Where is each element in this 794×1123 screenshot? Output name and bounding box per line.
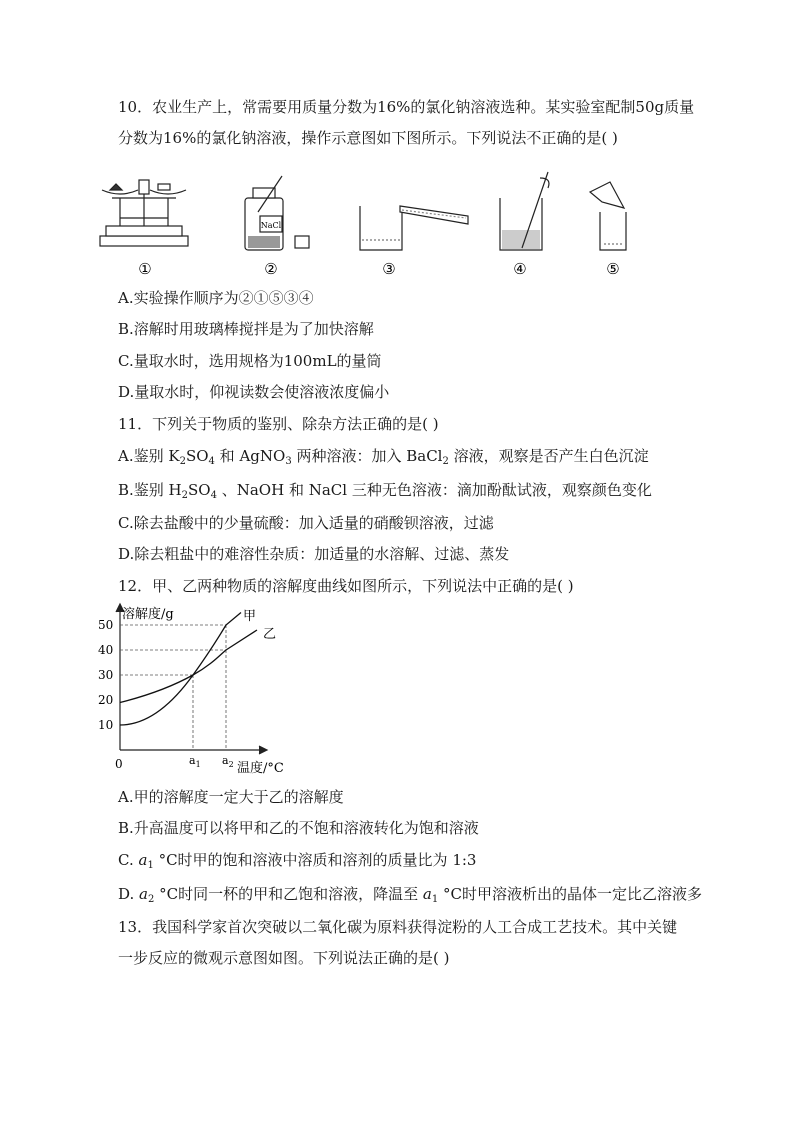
series-label-yi: 乙 [263, 627, 277, 642]
bottle-label: NaCl [260, 221, 282, 230]
y-tick-label: 40 [98, 643, 114, 657]
weighing-paper-icon [590, 182, 626, 250]
q10-procedure-figure [90, 168, 650, 283]
x-tick-label-a2: $a_2$ [222, 754, 234, 769]
q10-stem-line1: 10．农业生产上，常需要用质量分数为16%的氯化钠溶液选种。某实验室配制50g质量 [118, 98, 695, 116]
q10-option-a: A.实验操作顺序为②①⑤③④ [118, 289, 314, 307]
q11-option-b: B.鉴别 $H_2SO_4$ 、NaOH 和 NaCl 三种无色溶液：滴加酚酞试液，观察颜色变化 [118, 481, 652, 501]
q13-stem-line1: 13．我国科学家首次突破以二氧化碳为原料获得淀粉的人工合成工艺技术。其中关键 [118, 918, 678, 936]
q12-option-a: A.甲的溶解度一定大于乙的溶解度 [118, 788, 344, 806]
solubility-chart [95, 600, 305, 780]
x-axis-label: 温度/°C [237, 761, 284, 776]
y-tick-label: 20 [98, 693, 114, 707]
q12-option-b: B.升高温度可以将甲和乙的不饱和溶液转化为饱和溶液 [118, 819, 479, 837]
origin-label: 0 [115, 757, 123, 771]
q11-option-c: C.除去盐酸中的少量硫酸：加入适量的硝酸钡溶液，过滤 [118, 514, 494, 532]
curve-jia [120, 613, 241, 726]
q11-stem: 11．下列关于物质的鉴别、除杂方法正确的是( ) [118, 415, 439, 433]
q13-stem-line2: 一步反应的微观示意图如图。下列说法正确的是( ) [118, 949, 450, 967]
y-tick-label: 50 [98, 618, 114, 632]
curve-yi [120, 630, 257, 703]
q12-option-c: C. $a_1$ °C时甲的饱和溶液中溶质和溶剂的质量比为 1:3 [118, 851, 477, 871]
pouring-beaker-icon [360, 206, 468, 250]
q11-option-d: D.除去粗盐中的难溶性杂质：加适量的水溶解、过滤、蒸发 [118, 545, 510, 563]
series-label-jia: 甲 [243, 609, 257, 624]
y-tick-label: 30 [98, 668, 114, 682]
q10-option-b: B.溶解时用玻璃棒搅拌是为了加快溶解 [118, 320, 374, 338]
y-tick-label: 10 [98, 718, 114, 732]
step-label-5: ⑤ [606, 260, 620, 278]
y-axis-label: 溶解度/g [122, 607, 174, 622]
step-label-4: ④ [513, 260, 527, 278]
reagent-bottle-icon [245, 176, 309, 250]
q12-stem: 12．甲、乙两种物质的溶解度曲线如图所示，下列说法中正确的是( ) [118, 577, 574, 595]
q12-option-d: D. $a_2$ °C时同一杯的甲和乙饱和溶液，降温至 $a_1$ °C时甲溶液析出的晶体一定比乙溶液多 [118, 885, 702, 905]
q10-option-d: D.量取水时，仰视读数会使溶液浓度偏小 [118, 383, 390, 401]
q10-option-c: C.量取水时，选用规格为100mL的量筒 [118, 352, 382, 370]
stirring-beaker-icon [500, 172, 549, 250]
step-label-2: ② [264, 260, 278, 278]
step-label-1: ① [138, 260, 152, 278]
balance-icon [100, 180, 188, 246]
q10-stem-line2: 分数为16%的氯化钠溶液，操作示意图如下图所示。下列说法不正确的是( ) [118, 129, 618, 147]
x-axis-arrow [259, 746, 267, 754]
q11-option-a: A.鉴别 $K_2SO_4$ 和 AgNO$_3$ 两种溶液：加入 BaCl$_2$ 溶液，观察是否产生白色沉淀 [118, 447, 649, 467]
step-label-3: ③ [382, 260, 396, 278]
x-tick-label-a1: $a_1$ [189, 754, 201, 769]
